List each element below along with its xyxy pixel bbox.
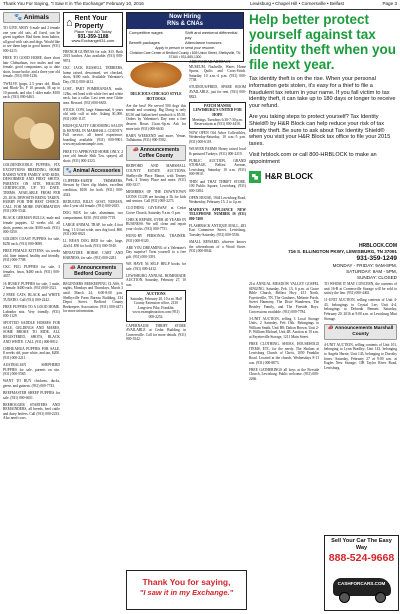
classified-ad: 4-UNIT AUCTION, selling contents of Unit 101, belonging to Lynn Bradley; Unit 143, belonging to Angela Harris; Unit 145, belonging to Dorothy Jones. Saturday, February 27 at 9:00 a.m. at Eagles Nest Storage, 108 Taylor River Road, Lewisburg.	[324, 342, 397, 370]
classified-ad: ARROWHEAD/ARTIFACT MUSEUM, Nashville, Wares Home Sports, Quilts and Cross-Stitch. Saturday 10 a.m.-4 p.m. (931) 000-7738.	[189, 60, 246, 83]
marshall-announcements-banner	[324, 324, 397, 340]
column-animals	[3, 12, 60, 612]
thank-you-line1: Thank You for saying,	[142, 577, 231, 587]
house-icon: ⌂	[66, 16, 73, 29]
hrblock-body-2: Are you taking steps to protect yourself? Tax Identity Shield® by H&R Block can help reduce your risk of tax identity theft. Be sure to ask about Tax Identity Shield® when you visit your H&R Block tax office to file your 2015 taxes.	[249, 113, 391, 148]
hrblock-headline: Help better protect yourself against tax identity theft when you file next year.	[249, 12, 396, 72]
hrblock-body-1: Tax identity theft is on the rise. When your personal information gets stolen, it's easy for a thief to file a fraudulent tax return in your name. If you fall victim to tax identity theft, it can take up to 180 days or longer to receive your refund.	[249, 76, 396, 110]
hrblock-body-3: Visit hrblock.com or call 800-HRBLOCK to make an appointment	[249, 151, 377, 165]
thank-you-line2: "I saw it in my Exchange."	[139, 588, 234, 597]
classified-ad: 11-UNIT AUCTION, selling contents of Unit 4-43, belongings to Crystal Lee; Unit 4-4, belongings to Deborah Bennett. Saturday, February 20, 2016 at 9:00 a.m. at Lewisburg Mini Storage.	[324, 298, 397, 321]
column-six	[324, 282, 397, 532]
now-hiring-ad	[126, 12, 244, 62]
classified-ad: FREE FEMALE KITTENS, six weeks old, litter trained, healthy and friendly. (931) 000-7708.	[3, 249, 60, 263]
classified-ad: OPEN HOUSE, 1944 Lewisburg Road, Wednesday, February 15, 2 to 4 p.m.	[189, 195, 246, 205]
classified-ad: LL BEAN DOG BED for sale, large, 42x54. $50 for both. (931) 000-5540.	[63, 239, 123, 248]
puppy-photo	[3, 102, 60, 160]
classified-ad: WE HAVE 56 SELF HELP books for sale. (931) 000-4412.	[126, 262, 186, 271]
header-left: Thank You For Saying, "I Saw It in The Exchange" February 10, 2016	[3, 1, 144, 6]
rent-phone: 931-359-1188	[77, 33, 109, 40]
coffee-banner-label: Announcements Coffee County	[138, 147, 180, 160]
classified-ad: BEEHOGGER STARTERS AND REMAINDERS, all breeds, beef cattle and dairy heifers. Call (931) 000-2233. Also need cows.	[3, 402, 60, 421]
megaphone-icon: 📣	[69, 264, 76, 271]
sandwich-ad: Are the best! We served 500 dogs this month and counting. Big Dawg is only $3.50 and Italian beef sandwich is $5.50. Orders by Valentine's Day earn a free dessert. Hours 11a.m.-6p.m. Ask for more info (931) 000-6630.	[126, 103, 186, 131]
hrblock-site[interactable]: HRBLOCK.COM	[358, 243, 397, 249]
patch-title: PATCH MANOR LEWISBURG'S UNITED FOR HOPE	[193, 103, 242, 117]
classified-ad: HIGH-QUALITY GROOMING SALON & KENNEL IN MARSHALL COUNTY. Full service, all breed experience, boarding available. (931) 000-9901. www.mysalonexample.com.	[63, 124, 123, 147]
classified-ad: MEMBERS OF THE DOWNTOWN LIONS CLUB are hosting a 5k for kids and seniors. Call (931) 000-2273.	[126, 189, 186, 204]
classified-ad: LOST, PART POMERANIAN, male, 12lbs, red head with white feet and white neck, has a collar. Last seen near Globe area. Reward. (931) 000-6635.	[63, 86, 123, 105]
classified-ad: 2 FREE CATS, BLACK and WHITE TUXEDO. Call (931) 000-2242.	[3, 293, 60, 302]
classified-ad: GOLDENDOODLE PUPPIES, FIX EXCEPTIONS BREEDING, HOME RAISED WITH FAMILY AND KIDS, DEWORMED AND FIRST SHOTS, PARENTS ON SITE. HEALTH CERTIFICATE, UP TO DATE. TERMS. AVAILABLE FROM FEB 20, 2016. DEPOSITS BEING TAKEN. HURRY FOR THE BEST CHOICE. CALL FOR MORE INFORMATION (931) 000-5544.	[3, 163, 60, 214]
classified-ad: STOCK COW, large Simmental, 6 years old with calf at side. Asking $1,000. (931) 000-1147.	[63, 107, 123, 121]
patch-body: Meetings, Tuesdays 6:30-7:30 p.m. Reservations at (931) 000-4418.	[192, 117, 243, 127]
hrblock-hours: MONDAY - FRIDAY: 9AM-8PM,	[332, 263, 397, 268]
hiring-item: Attendance bonuses	[185, 40, 222, 45]
classified-ad: 16 HUSKY PUPPIES for sale, 1 male, 2 female. $400 each. (931) 000-3321.	[3, 281, 60, 291]
classified-ad: TO GIVE AWAY 6 male and 2 female one year old cats, all fixed, can be given together. Had them from babies, all good with cats and dogs. Would like to see them kept in good homes. (931) 000-4215.	[3, 26, 60, 53]
animal-accessories-banner	[63, 166, 123, 176]
classified-ad: BEEFMASTER SHEEP PUPPIES for sale. (931) 000-6651.	[3, 390, 60, 400]
coffee-announcements-banner	[126, 145, 186, 161]
hiring-apply: Apply in person or send your resume.	[155, 46, 215, 50]
page-header	[0, 0, 400, 10]
rent-title: Rent Your Property	[74, 15, 108, 30]
header-right: Lewisburg • Chapel Hill • Cornersville • Belfast	[250, 1, 344, 6]
classified-ad: FREE PUPPIES TO A GOOD HOME. Labrador mix. Very friendly. (931) 000-1129.	[3, 304, 60, 319]
classified-ad: BEGINNERS BEEKEEPING CLASS, 6 nights, Mondays and Thursdays, March 3 until March 24, 6:00-8:00 p.m. Shelbyville Farm Bureau Building, 134 Depot Street. Bedford County Beekeepers Association. (931) 000-4471 for more information.	[63, 281, 123, 314]
megaphone-icon: 📣	[327, 325, 334, 331]
hrblock-logo-icon	[249, 171, 261, 183]
car-ad-phone[interactable]: 888-524-9668	[328, 552, 395, 564]
classified-ad: SMALL REWARD, whoever knows the whereabouts of a Wood Stove. (931) 000-8842.	[189, 240, 246, 254]
hiring-subtitle: RNs & CNAs	[166, 21, 203, 27]
mafrey-notice: MAFREY'S APPLIANCE NEW TELEPHONE NUMBER IS (931) 000-7400	[189, 207, 246, 221]
classified-ad: FREE TO APPROVED HOME ONLY, 2 year old female Shih Tzu, spayed, all shots. (931) 000-2323.	[63, 149, 123, 163]
car-ad-title: Sell Your Car The Easy Way	[331, 538, 392, 551]
car-logo	[331, 568, 393, 608]
hiring-item: Benefit packages	[129, 40, 160, 45]
classified-ad: CAPERNAUM THRIFT STORE AVAILABLE at Cedar Building in Cornersville. Call for more details. (931) 000-5542.	[126, 323, 186, 342]
hrblock-ad	[249, 12, 397, 245]
column-two	[63, 12, 123, 612]
classified-ad: THIN and THAT THRIFT STORE, 100 Public Square, Lewisburg. (931) 000-3384.	[189, 179, 246, 193]
classified-ad: REDUCED, BILLY GOAT, NUBIAN, also 4 year old female. (931) 000-2655.	[63, 199, 123, 209]
hiring-title: Now Hiring	[169, 14, 201, 20]
car-logo-text: CASHFORCARS.COM	[337, 581, 386, 586]
classified-ad: CKC JACK RUSSELL TERRIERS, home raised, dewormed, vet checked, shots, $300 each. Available Valentine's Day. (931) 000-4412.	[63, 66, 123, 84]
hiring-item: Competitive wages	[129, 30, 163, 35]
hrblock-phone[interactable]: 931-359-1249	[356, 255, 397, 262]
paw-icon: 🐾	[14, 14, 23, 21]
classified-ad: HUNG-RY PERSONAL TRAINER. (931) 000-8120.	[126, 234, 186, 243]
classified-ad: WANT TO BUY chickens, ducks, geese, and guineas. (931) 000-7743.	[3, 379, 60, 388]
hrblock-brand: H&R BLOCK	[265, 172, 313, 182]
page-number: Page 3	[382, 1, 397, 6]
auctions-title: AUCTIONS	[146, 292, 166, 297]
cash-for-cars-ad	[324, 535, 399, 611]
rent-website: www.Exchange931.com	[71, 38, 115, 44]
classified-ad: SPOTTED SADDLE HORSES FOR SALE, GELDINGS AND MARES, SOME BROKE TO RIDE. ALL REGISTERED, SHOTS, BLACK AND WHITE. CALL (931) 000-8812.	[3, 321, 60, 344]
classified-ad: DOG BOX for sale, aluminum, two compartment. $150. (931) 000-7719.	[63, 211, 123, 220]
animals-banner-label: Animals	[23, 14, 49, 21]
classified-ad: GOLDEN COAST PUPPIES for sale, $250 each. (931) 000-0089.	[3, 237, 60, 246]
classified-ad: NOW OPEN Old Arbor Collectibles, Wednesday-Saturday, 10 a.m.-5 p.m. (931) 000-6118.	[189, 130, 246, 144]
bedford-banner-label: Announcements Bedford County	[74, 264, 117, 277]
classified-ad: ARE YOU DREAMING of a Valentine's Day surprise? Treat yourself to a free gift. (931) 000-3391.	[126, 245, 186, 260]
classified-ad: AUSTRALIAN SHEPHERD PUPPIES for sale, parents on site. (931) 000-5565.	[3, 362, 60, 377]
classified-ad: STUDIOUS/FRED, SPARE ROOM AVAILABLE, just for rent. (931) 000-8823.	[189, 85, 246, 99]
classified-ad: 3-UNIT AUCTION, selling 3 Local Storage Units, 2 Saturday, Feb 13th. Belongings to William Smith, Unit B8; Dalton Brown, Unit 2-P; William Michael, Unit 4B. Auction at 10 a.m. at Fayetteville Storage, 1211 Main Street.	[249, 316, 319, 340]
patch-manor-box	[189, 102, 246, 129]
auctions-box	[126, 290, 186, 322]
classified-ad: BEDFORD AND MARSHALL COUNTY ESTATE AUCTIONS, Shelbyville Place Manor, with Tenney Park, 4 Trinity Place and more. (931) 000-3317.	[126, 164, 186, 187]
thank-you-box	[126, 570, 247, 610]
auctions-body: Saturday, February 20, 10 a.m. Hall County Extension office, 2130 Longview Pike, Franklin. www.exampleauction.com (931) 000-2252.	[130, 296, 182, 320]
hrblock-hours: SATURDAY: 9AM - 5PM,	[346, 269, 397, 274]
classified-ad: CLIPPERS-EARTH TRIMMERS, Stewart by Oster clip blades, excellent condition, $100 for both. (931) 000-4343.	[63, 178, 123, 197]
classified-ad: MINIATURE HORSE CART AND HARNESS, for sale. (931) 000-2281.	[63, 251, 123, 260]
hrblock-address: 716 S. ELLINGTON PKWY, LEWISBURG, TN 37091	[288, 249, 397, 254]
rent-property-ad	[63, 12, 123, 47]
hrblock-hours: SUNDAY: CLOSED	[357, 275, 397, 280]
classified-ad: WEAVER FARMS Honey raised local & pastured Turkeys. (931) 000-2219.	[189, 147, 246, 156]
rent-subtitle: Place Your AD Today	[74, 29, 112, 34]
animal-accessories-label: Animal Accessories	[73, 167, 121, 174]
hotdog-photo	[126, 60, 186, 90]
classified-ad: LARGE ANIMAL TRAP, for sale, 4 foot long, 1 1/2 foot wide, uses dog food. $60. (931) 000-8821.	[63, 223, 123, 237]
classified-ad: PUBLIC AUCTION, GRAND STORAGE, Belfast Avenue, Lewisburg, Saturday 10 a.m. (931) 000-9910.	[189, 158, 246, 177]
classified-ad: CLOTHING GIVEAWAY at Cedar Grove Church, Saturday 9 a.m.-3 p.m.	[126, 206, 186, 215]
classified-ad: FREE GATHERINGS all boys at the Fireside Church, Lewisburg. Public welcome. (931) 000-2266.	[249, 367, 319, 381]
hrblock-office-info	[249, 243, 397, 281]
column-five	[249, 282, 319, 608]
sandwich-headline: DELICIOUS CHICAGO STYLE HOT DOGS	[130, 92, 182, 101]
marshall-banner-label: Announcements Marshall County	[334, 325, 394, 337]
hiring-item: Shift and weekend differential pay	[185, 30, 238, 40]
classified-ad: LEWISBURG ANNUAL HOMEMADE AUCTION, Saturday, February 27, 10 a.m.	[126, 273, 186, 287]
classified-ad: CHECK REPAIR, OVER 40 YEARS IN BUSINESS. We will clean and repair your clocks. (931) 000-7751.	[126, 217, 186, 232]
classified-ad: TWELVE (pups, 2.5 years old, Black and Black-Tri, F 10 pounds, M up to 10 pounds, and also 1 older male. $100 each. (931) 000-6463.	[3, 81, 60, 100]
classified-ad: TO WHOM IT MAY CONCERN, the contents of unit 16-B at Cornersville Storage will be sold to satisfy the lien. (931) 000-4402.	[324, 282, 397, 296]
classified-ad: FRENCH GUINEAS for sale, $15. Both 2015 hatches. Also available. (931) 000-9874.	[63, 49, 123, 63]
animals-banner	[3, 12, 60, 23]
bedford-announcements-banner	[63, 263, 123, 279]
column-four	[189, 60, 246, 565]
classified-ad: CHIHUAHUA PUPPIES FOR SALE, 8 weeks old, pure white, and tan, $200. (931) 000-2211.	[3, 346, 60, 360]
classified-ad: BARN WEEKEND and more, Venue, Tullahoma. (931) 000-5582.	[126, 133, 186, 143]
classified-ad: FREE CLOTHING, SHOES, HOUSEHOLD ITEMS, ETC. for the needy. The Shalom at Lewisburg Church of Christ, 1050 Franklin Road. Located at the church, Wednesdays 8-11 a.m. (931) 000-8873.	[249, 342, 319, 365]
classified-ad: BLACK GERMAN BULLS, male and female puppies, 12 weeks old, all shots, parents on site. $500 each. (931) 000-3350.	[3, 216, 60, 235]
classified-ad: CKC PUG PUPPIES for sale, 3 females, fawn, $400 each. (931) 000-4457.	[3, 265, 60, 279]
classified-ad: FLASHBACK ANTIQUE MALL, 483 East Commerce Street, Lewisburg, Tuesday-Saturday. (931) 000-5536.	[189, 223, 246, 237]
classified-ad: 21st ANNUAL MEADOW VALLEY GOSPEL SINGING, Saturday, Feb. 13, 6 p.m. at Grace Bible Church, Belfast Hwy. 431 North, Fayetteville, TN. The Gardners, Melanie Porch, Sweet Harmony, The Dixie Wanderers, The Beasley Family, and The Fireside Boys. Concessions available. (931) 000-7784.	[249, 282, 319, 314]
hiring-address: Christian Care Center of Bedford County • 835 Union Street, Shelbyville, TN 37160 • 931-685-1300	[129, 50, 241, 60]
megaphone-icon: 📣	[132, 147, 139, 154]
paw-icon: 🐾	[65, 167, 72, 174]
classified-ad: FREE TO GOOD HOME, three short hair Chihuahuas, two males and one female, good companions, up to date shots, house broke, and a three year old female. (931) 000-1236.	[3, 56, 60, 79]
